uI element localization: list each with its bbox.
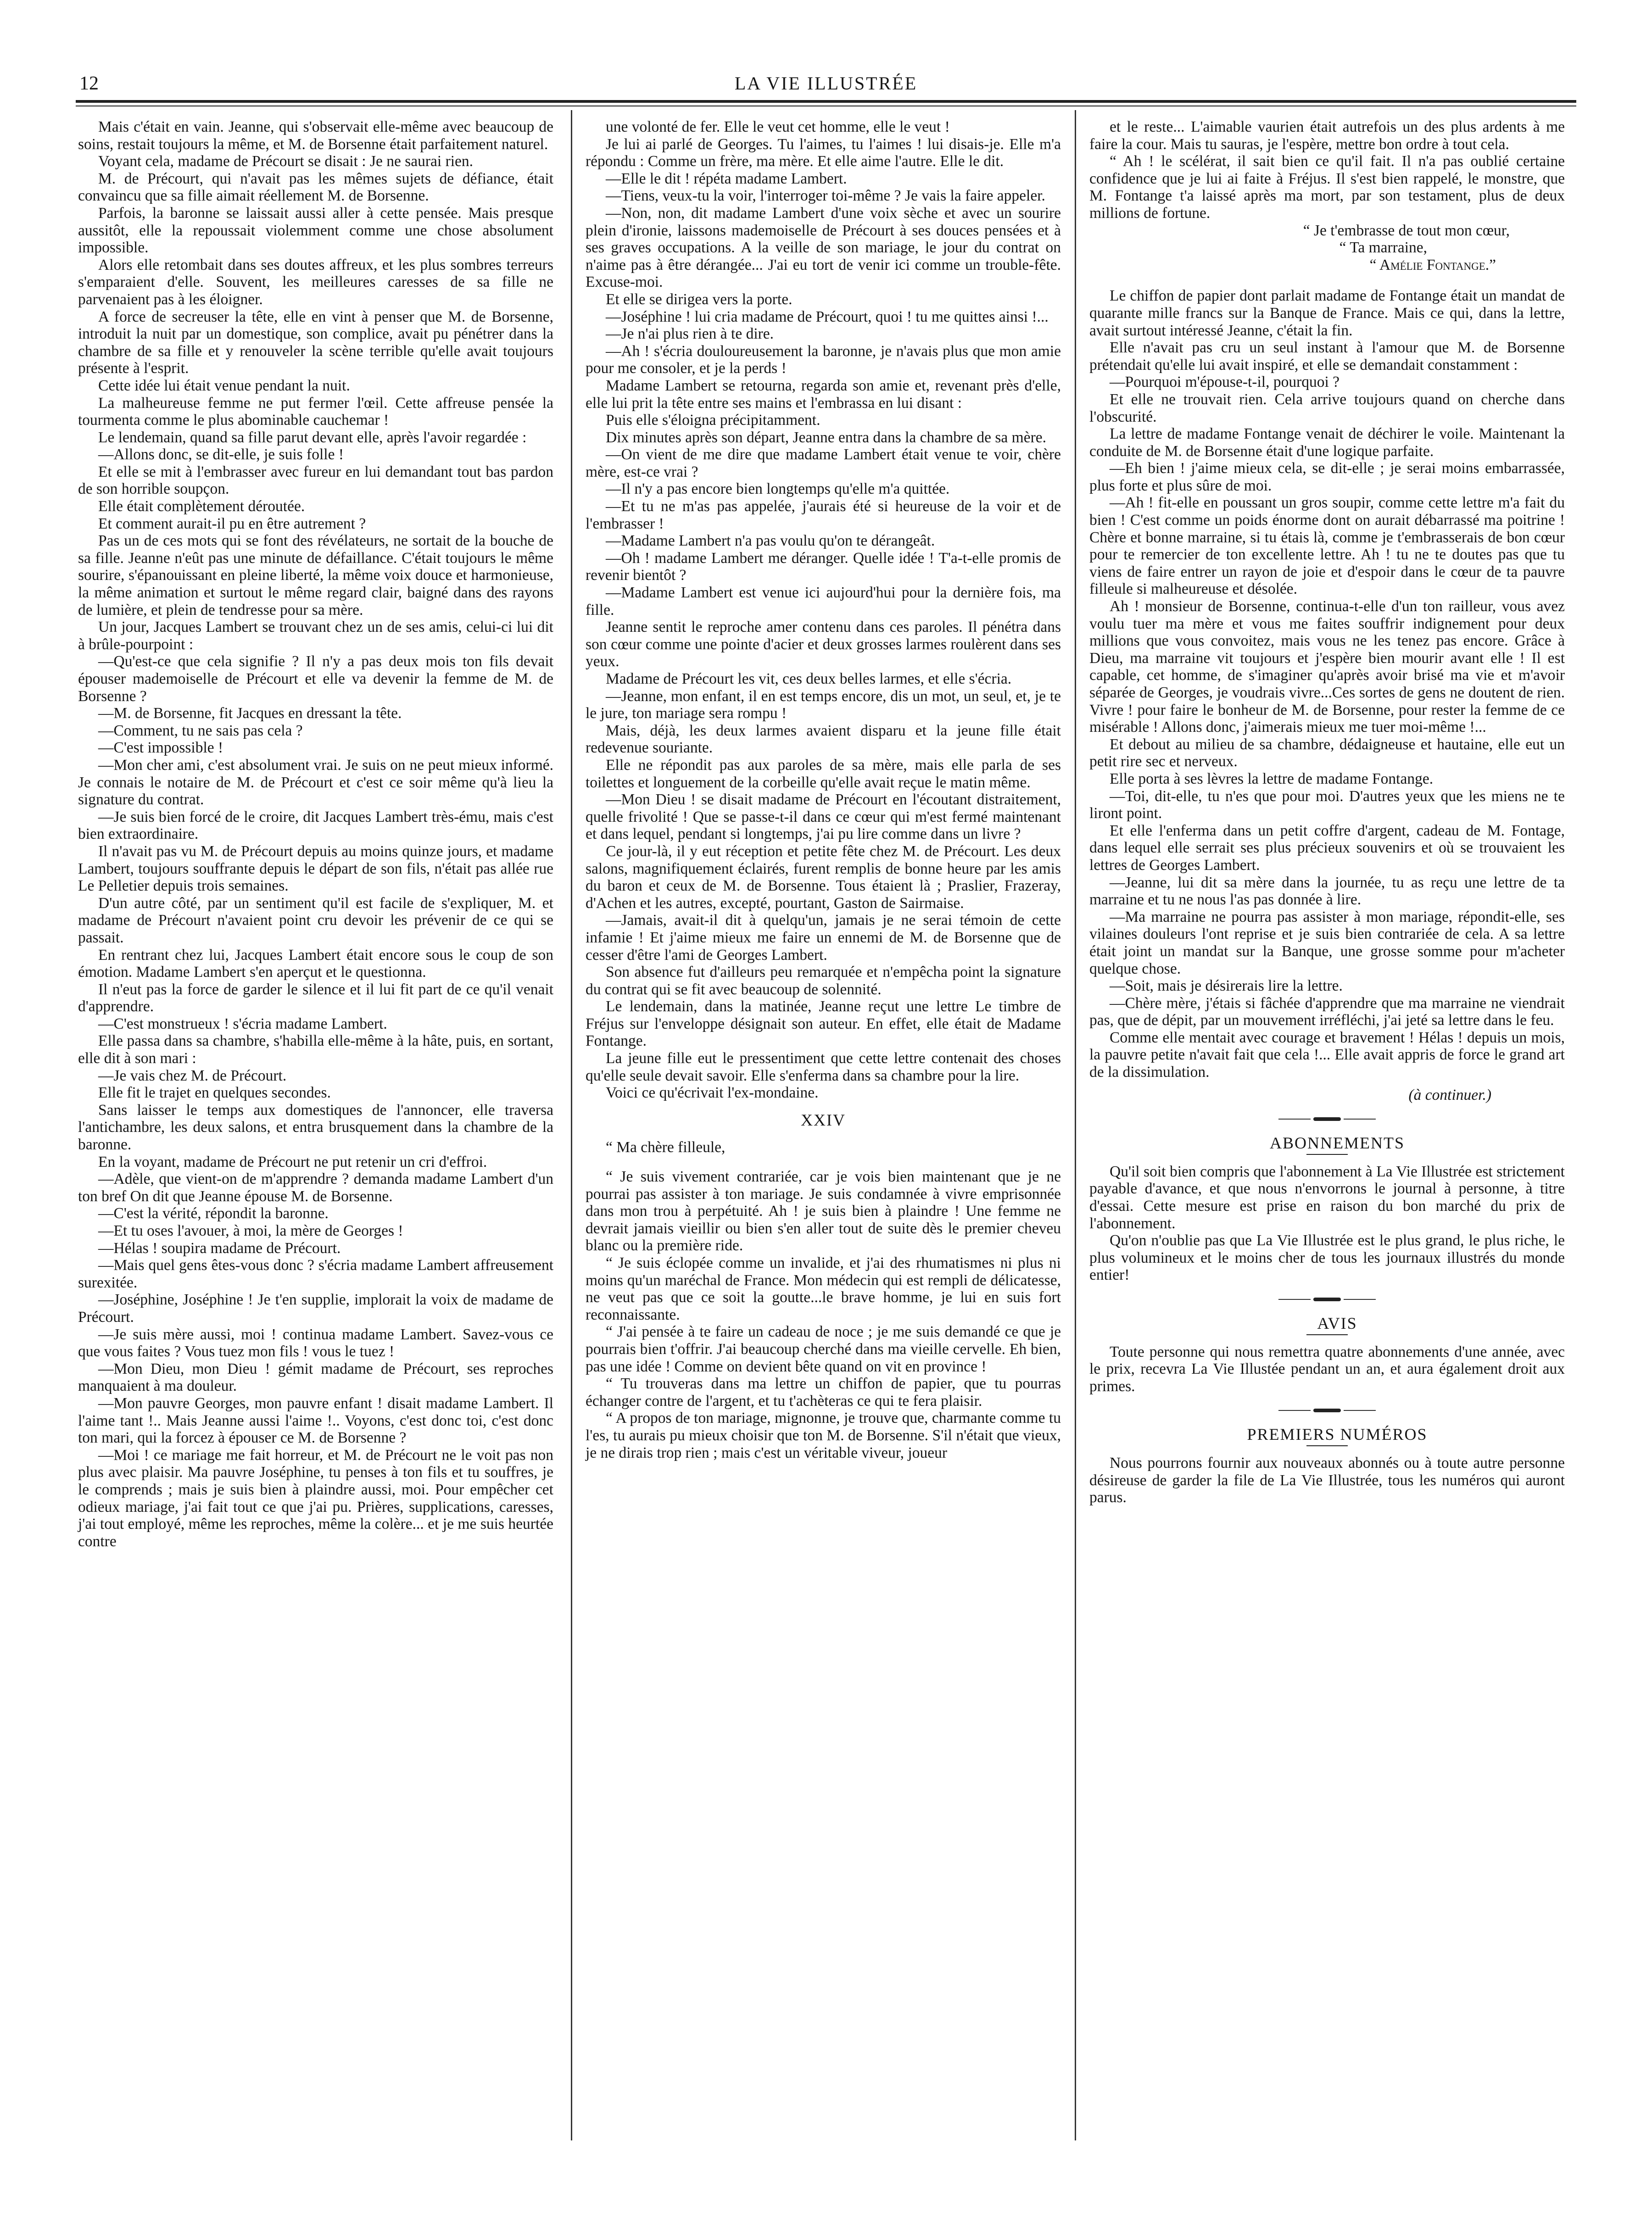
paragraph: —Chère mère, j'étais si fâchée d'apprendre que ma marraine ne viendrait pas, que de dépit, par un mouvement irréfléchi, j'ai jeté sa lettre dans le feu. (1089, 994, 1565, 1029)
paragraph: Il n'eut pas la force de garder le silence et il lui fit part de ce qu'il venait d'apprendre. (78, 981, 553, 1015)
letter-closing: “ Je t'embrasse de tout mon cœur, (1303, 222, 1510, 239)
heading-rule (1306, 1154, 1348, 1155)
paragraph: Ah ! monsieur de Borsenne, continua-t-elle d'un ton railleur, vous avez voulu tuer ma mère et vous me faites souffrir indignement pour deux millions que vous convoitez, mais vous ne les tenez pas encore. Grâce à Dieu, ma marraine vit toujours et j'espère bien mourir avant elle ! Il est capable, cet homme, de s'imaginer qu'après avoir brisé ma vie et m'avoir séparée de Georges, je voudrais vivre...Ces sortes de gens ne doutent de rien. Vivre ! pour faire le bonheur de M. de Borsenne, pour rester la femme de ce misérable ! Allons donc, j'aimerais mieux me tuer moi-même !... (1089, 598, 1565, 736)
paragraph: et le reste... L'aimable vaurien était autrefois un des plus ardents à me faire la cour. Mais tu sauras, je l'espère, mettre bon ordre à tout cela. (1089, 118, 1565, 153)
paragraph: Et elle se mit à l'embrasser avec fureur en lui demandant tout bas pardon de son horrible soupçon. (78, 463, 553, 498)
paragraph: —Madame Lambert n'a pas voulu qu'on te dérangeât. (606, 532, 935, 550)
paragraph: Jeanne sentit le reproche amer contenu dans ces paroles. Il pénétra dans son cœur comme une pointe d'acier et deux grosses larmes roulèrent dans ses yeux. (586, 619, 1061, 670)
paragraph: Elle n'avait pas cru un seul instant à l'amour que M. de Borsenne prétendait qu'elle lui avait inspiré, et elle se demandait constamment : (1089, 339, 1565, 373)
paragraph: —Et tu ne m'as pas appelée, j'aurais été si heureuse de la voir et de l'embrasser ! (586, 498, 1061, 532)
paragraph: Elle était complètement déroutée. (98, 498, 305, 515)
paragraph: —Tiens, veux-tu la voir, l'interroger toi-même ? Je vais la faire appeler. (606, 187, 1045, 205)
paragraph: La malheureuse femme ne put fermer l'œil. Cette affreuse pensée la tourmenta comme le plus abominable cauchemar ! (78, 394, 553, 429)
paragraph: —Et tu oses l'avouer, à moi, la mère de Georges ! (98, 1222, 403, 1239)
paragraph: Et comment aurait-il pu en être autrement ? (98, 515, 366, 532)
paragraph: —Pourquoi m'épouse-t-il, pourquoi ? (1110, 373, 1340, 391)
paragraph: Puis elle s'éloigna précipitamment. (606, 412, 820, 429)
column-1 (78, 118, 553, 1550)
paragraph: —Mon pauvre Georges, mon pauvre enfant ! disait madame Lambert. Il l'aime tant !.. Mais Jeanne aussi l'aime !.. Voyons, c'est donc toi, c'est donc ton mari, qui la forcez à épouser ce M. de Borsenne ? (78, 1394, 553, 1447)
abonnements-heading: ABONNEMENTS (1269, 1134, 1405, 1153)
paragraph: —Jeanne, mon enfant, il en est temps encore, dis un mot, un seul, et, je te le jure, ton mariage sera rompu ! (586, 687, 1061, 722)
paragraph: A force de secreuser la tête, elle en vint à penser que M. de Borsenne, introduit la nuit par un domestique, son complice, avait pu pénétrer dans la chambre de sa fille et y renouveler la scène terrible qu'elle avait toujours présente à l'esprit. (78, 308, 553, 377)
paragraph: Pas un de ces mots qui se font des révélateurs, ne sortait de la bouche de sa fille. Jeanne n'eût pas une minute de défaillance. C'était toujours le même sourire, s'épanouissant en pleine liberté, la même voix douce et harmonieuse, la même animation et surtout le même regard clair, baigné dans des rayons de lumière, et plein de tendresse pour sa mère. (78, 532, 553, 619)
paragraph: —Toi, dit-elle, tu n'es que pour moi. D'autres yeux que les miens ne te liront point. (1089, 787, 1565, 822)
paragraph: Et elle ne trouvait rien. Cela arrive toujours quand on cherche dans l'obscurité. (1089, 390, 1565, 425)
paragraph: —On vient de me dire que madame Lambert était venue te voir, chère mère, est-ce vrai ? (586, 446, 1061, 480)
paragraph: Alors elle retombait dans ses doutes affreux, et les plus sombres terreurs s'emparaient d'elle. Souvent, les meilleures caresses de sa fille ne parvenaient pas à les éloigner. (78, 256, 553, 308)
column-divider (1075, 110, 1076, 2140)
abonnements-paragraph-2: Qu'on n'oublie pas que La Vie Illustrée est le plus grand, le plus riche, le plus volumineux et le moins cher de tous les journaux illustrés du monde entier! (1089, 1232, 1565, 1284)
paragraph: —Je n'ai plus rien à te dire. (606, 325, 774, 343)
journal-title: LA VIE ILLUSTRÉE (734, 73, 918, 94)
paragraph: Cette idée lui était venue pendant la nuit. (98, 377, 350, 394)
header-rule-thick (76, 100, 1576, 103)
column-1-text (78, 118, 553, 1550)
paragraph: Comme elle mentait avec courage et bravement ! Hélas ! depuis un mois, la pauvre petite n'avait fait que cela !... Elle avait appris de force le grand art de la dissimulation. (1089, 1029, 1565, 1081)
paragraph: “ Ah ! le scélérat, il sait bien ce qu'il fait. Il n'a pas oublié certaine confidence que je lui ai faite à Fréjus. Il s'est bien rappelé, le monstre, que M. Fontange t'a laissé après ma mort, par son testament, plus de deux millions de fortune. (1089, 153, 1565, 222)
paragraph: Voyant cela, madame de Précourt se disait : Je ne saurai rien. (98, 153, 474, 170)
paragraph: Un jour, Jacques Lambert se trouvant chez un de ses amis, celui-ci lui dit à brûle-pourpoint : (78, 619, 553, 653)
paragraph: —Joséphine ! lui cria madame de Précourt, quoi ! tu me quittes ainsi !... (606, 308, 1049, 325)
column-divider (571, 110, 572, 2140)
column-2-text (586, 118, 1061, 1102)
paragraph: —Eh bien ! j'aime mieux cela, se dit-elle ; je serai moins embarrassée, plus forte et plus sûre de moi. (1089, 460, 1565, 494)
paragraph: —Mais quel gens êtes-vous donc ? s'écria madame Lambert affreusement surexitée. (78, 1257, 553, 1291)
paragraph: M. de Précourt, qui n'avait pas les mêmes sujets de défiance, était convaincu que sa fille aimait réellement M. de Borsenne. (78, 170, 553, 205)
paragraph: —Ma marraine ne pourra pas assister à mon mariage, répondit-elle, ses vilaines douleurs l'ont reprise et je suis bien contrariée de cela. A sa lettre était joint un mandat sur la Banque, une grosse somme pour m'acheter quelque chose. (1089, 908, 1565, 977)
paragraph: —C'est impossible ! (98, 739, 223, 757)
paragraph: —Il n'y a pas encore bien longtemps qu'elle m'a quittée. (606, 480, 950, 498)
paragraph: —Hélas ! soupira madame de Précourt. (98, 1239, 341, 1257)
paragraph: Dix minutes après son départ, Jeanne entra dans la chambre de sa mère. (606, 429, 1046, 446)
paragraph: Mais, déjà, les deux larmes avaient disparu et la jeune fille était redevenue souriante. (586, 722, 1061, 757)
paragraph: —Comment, tu ne sais pas cela ? (98, 722, 303, 739)
paragraph: —Jeanne, lui dit sa mère dans la journée, tu as reçu une lettre de ta marraine et tu ne nous l'as pas donnée à lire. (1089, 874, 1565, 908)
paragraph: Il n'avait pas vu M. de Précourt depuis au moins quinze jours, et madame Lambert, toujours souffrante depuis le départ de son fils, n'était pas allée rue Le Pelletier depuis trois semaines. (78, 842, 553, 895)
paragraph: —Mon Dieu, mon Dieu ! gémit madame de Précourt, ses reproches manquaient à ma douleur. (78, 1360, 553, 1395)
paragraph: Parfois, la baronne se laissait aussi aller à cette pensée. Mais presque aussitôt, elle la repoussait violemment comme une chose absolument impossible. (78, 204, 553, 256)
premiers-numeros-heading: PREMIERS NUMÉROS (1247, 1425, 1428, 1444)
paragraph: —Jamais, avait-il dit à quelqu'un, jamais je ne serai témoin de cette infamie ! Et j'aime mieux me faire un ennemi de M. de Borsenne que de cesser d'être l'ami de Georges Lambert. (586, 912, 1061, 964)
paragraph: D'un autre côté, par un sentiment qu'il est facile de s'expliquer, M. et madame de Précourt n'avaient point cru devoir les prévenir de ce qui se passait. (78, 894, 553, 946)
paragraph: —Qu'est-ce que cela signifie ? Il n'y a pas deux mois ton fils devait épouser mademoiselle de Précourt et elle va devenir la femme de M. de Borsenne ? (78, 653, 553, 705)
paragraph: Et elle l'enferma dans un petit coffre d'argent, cadeau de M. Fontage, dans lequel elle serrait ses plus précieux souvenirs et où se trouvaient les lettres de Georges Lambert. (1089, 822, 1565, 874)
paragraph: —Je vais chez M. de Précourt. (98, 1067, 287, 1084)
paragraph: Elle ne répondit pas aux paroles de sa mère, mais elle parla de ses toilettes et longuement de la corbeille qu'elle avait reçue le matin même. (586, 756, 1061, 791)
column-3-text (1089, 287, 1565, 1081)
paragraph: “ Je suis vivement contrariée, car je vois bien maintenant que je ne pourrai pas assister à ton mariage. Je suis condamnée à vivre emprisonnée dans mon trou à perpétuité. Ah ! je suis bien à plaindre ! Une femme ne devrait jamais vieillir ou bien s'en aller tout de suite dès le premier cheveu blanc ou la première ride. (586, 1168, 1061, 1254)
paragraph: —Ah ! s'écria douloureusement la baronne, je n'avais plus que mon amie pour me consoler, et je la perds ! (586, 342, 1061, 377)
paragraph: Ce jour-là, il y eut réception et petite fête chez M. de Précourt. Les deux salons, magnifiquement éclairés, furent remplis de bonne heure par les amis du baron et ceux de M. de Borsenne. Tous étaient là ; Praslier, Frazeray, d'Achen et les autres, excepté, pourtant, Gaston de Sairmaise. (586, 842, 1061, 912)
letter-signature-name: “ Amélie Fontange.” (1369, 256, 1496, 273)
paragraph: La lettre de madame Fontange venait de déchirer le voile. Maintenant la conduite de M. de Borsenne était d'une logique parfaite. (1089, 425, 1565, 460)
column-3 (1089, 118, 1565, 1506)
heading-rule (1306, 1334, 1348, 1335)
paragraph: —Soit, mais je désirerais lire la lettre. (1110, 977, 1343, 995)
avis-paragraph: Toute personne qui nous remettra quatre abonnements d'une année, avec le prix, recevra La Vie Illustée pendant un an, et aura également droit aux primes. (1089, 1343, 1565, 1395)
ornamental-divider (1089, 1113, 1565, 1126)
paragraph: Voici ce qu'écrivait l'ex-mondaine. (606, 1084, 819, 1102)
paragraph: “ J'ai pensée à te faire un cadeau de noce ; je me suis demandé ce que je pourrais bien t'offrir. J'ai beaucoup cherché dans ma vieille cervelle. Eh bien, pas une idée ! Comme on devient bête quand on vit en province ! (586, 1323, 1061, 1375)
paragraph: Elle porta à ses lèvres la lettre de madame Fontange. (1110, 770, 1434, 787)
abonnements-paragraph-1: Qu'il soit bien compris que l'abonnement à La Vie Illustrée est strictement payable d'avance, et que nous n'envorrons le journal à personne, à titre d'essai. Cette mesure est prise en raison du bon marché du prix de l'abonnement. (1089, 1163, 1565, 1232)
paragraph: Mais c'était en vain. Jeanne, qui s'observait elle-même avec beaucoup de soins, restait toujours la même, et M. de Borsenne était parfaitement naturel. (78, 118, 553, 153)
paragraph: Sans laisser le temps aux domestiques de l'annoncer, elle traversa l'antichambre, les deux salons, et entra brusquement dans la chambre de la baronne. (78, 1101, 553, 1153)
to-be-continued: (à continuer.) (1408, 1086, 1491, 1103)
paragraph: —Elle le dit ! répéta madame Lambert. (606, 170, 847, 187)
paragraph: —C'est monstrueux ! s'écria madame Lambert. (98, 1015, 387, 1032)
paragraph: En rentrant chez lui, Jacques Lambert était encore sous le coup de son émotion. Madame Lambert s'en aperçut et le questionna. (78, 946, 553, 981)
paragraph: —Allons donc, se dit-elle, je suis folle ! (98, 446, 344, 463)
chapter-heading: XXIV (801, 1110, 846, 1129)
letter-signature-line: “ Ta marraine, (1339, 239, 1427, 256)
paragraph: En la voyant, madame de Précourt ne put retenir un cri d'effroi. (98, 1153, 487, 1170)
ornamental-divider (1089, 1293, 1565, 1306)
page-number: 12 (79, 73, 99, 94)
avis-heading: AVIS (1317, 1314, 1357, 1332)
paragraph: Son absence fut d'ailleurs peu remarquée et n'empêcha point la signature du contrat qui se fit avec beaucoup de solennité. (586, 964, 1061, 998)
paragraph: —M. de Borsenne, fit Jacques en dressant la tête. (98, 705, 402, 722)
premiers-numeros-paragraph: Nous pourrons fournir aux nouveaux abonnés ou à toute autre personne désireuse de garder la file de La Vie Illustrée, tous les numéros qui auront parus. (1089, 1454, 1565, 1506)
ornamental-divider (1089, 1404, 1565, 1417)
paragraph: Le lendemain, quand sa fille parut devant elle, après l'avoir regardée : (98, 429, 527, 446)
paragraph: Et debout au milieu de sa chambre, dédaigneuse et hautaine, elle eut un petit rire sec et nerveux. (1089, 736, 1565, 770)
paragraph: —Je suis bien forcé de le croire, dit Jacques Lambert très-ému, mais c'est bien extraordinaire. (78, 808, 553, 843)
paragraph: —Je suis mère aussi, moi ! continua madame Lambert. Savez-vous ce que vous faites ? Vous tuez mon fils ! vous le tuez ! (78, 1326, 553, 1360)
paragraph: La jeune fille eut le pressentiment que cette lettre contenait des choses qu'elle seule devait savoir. Elle s'enferma dans sa chambre pour la lire. (586, 1050, 1061, 1084)
paragraph: Elle passa dans sa chambre, s'habilla elle-même à la hâte, puis, en sortant, elle dit à son mari : (78, 1032, 553, 1067)
paragraph: —Mon cher ami, c'est absolument vrai. Je suis on ne peut mieux informé. Je connais le notaire de M. de Précourt et c'est ce soir même qu'à lieu la signature du contrat. (78, 756, 553, 808)
paragraph: Madame Lambert se retourna, regarda son amie et, revenant près d'elle, elle lui prit la tête entre ses mains et l'embrassa en lui disant : (586, 377, 1061, 412)
page-header (76, 69, 1576, 103)
heading-rule (1306, 1445, 1348, 1446)
paragraph: —Moi ! ce mariage me fait horreur, et M. de Précourt ne le voit pas non plus avec plaisir. Ma pauvre Joséphine, tu penses à ton fils et tu souffres, je le comprends ; mais je suis bien à plaindre aussi, moi. Pour empêcher cet odieux mariage, j'ai fait tout ce que j'ai pu. Prières, supplications, caresses, j'ai tout employé, même les reproches, même la colère... et je me suis heurtée contre (78, 1446, 553, 1550)
paragraph: Elle fit le trajet en quelques secondes. (98, 1084, 331, 1102)
paragraph: —Madame Lambert est venue ici aujourd'hui pour la dernière fois, ma fille. (586, 584, 1061, 619)
letter-continuation (1089, 118, 1565, 222)
paragraph: —Oh ! madame Lambert me déranger. Quelle idée ! T'a-t-elle promis de revenir bientôt ? (586, 549, 1061, 584)
paragraph: Et elle se dirigea vers la porte. (606, 290, 793, 308)
paragraph: Madame de Précourt les vit, ces deux belles larmes, et elle s'écria. (606, 670, 1012, 687)
paragraph: Le chiffon de papier dont parlait madame de Fontange était un mandat de quarante mille francs sur la Banque de France. Mais ce qui, dans la lettre, avait surtout intéressé Jeanne, c'était la fin. (1089, 287, 1565, 339)
paragraph: Je lui ai parlé de Georges. Tu l'aimes, tu l'aimes ! lui disais-je. Elle m'a répondu : Comme un frère, ma mère. Et elle aime l'autre. Elle le dit. (586, 135, 1061, 170)
paragraph: “ Je suis éclopée comme un invalide, et j'ai des rhumatismes ni plus ni moins qu'un maréchal de France. Mon médecin qui est rempli de délicatesse, ne veut pas que ce soit la goutte...le brave homme, je lui en suis fort reconnaissante. (586, 1254, 1061, 1323)
letter-salutation: “ Ma chère filleule, (606, 1139, 726, 1156)
paragraph: —Non, non, dit madame Lambert d'une voix sèche et avec un sourire plein d'ironie, laissons mademoiselle de Précourt à ses douces pensées et à ses graves occupations. A la veille de son mariage, le jour du contrat on n'aime pas à être dérangée... J'ai eu tort de venir ici comme un trouble-fête. Excuse-moi. (586, 204, 1061, 291)
paragraph: —Mon Dieu ! se disait madame de Précourt en l'écoutant distraitement, quelle frivolité ! Que se passe-t-il dans ce cœur qui m'est fermé maintenant et dans lequel, pendant si longtemps, j'ai pu lire comme dans un livre ? (586, 791, 1061, 843)
paragraph: —Joséphine, Joséphine ! Je t'en supplie, implorait la voix de madame de Précourt. (78, 1291, 553, 1326)
paragraph: —C'est la vérité, répondit la baronne. (98, 1205, 329, 1222)
paragraph: “ A propos de ton mariage, mignonne, je trouve que, charmante comme tu l'es, tu aurais pu mieux choisir que ton M. de Borsenne. S'il n'était que vieux, je ne dirais trop rien ; mais c'est un véritable viveur, joueur (586, 1410, 1061, 1461)
paragraph: —Adèle, que vient-on de m'apprendre ? demanda madame Lambert d'un ton bref On dit que Jeanne épouse M. de Borsenne. (78, 1170, 553, 1205)
column-2 (586, 118, 1061, 1461)
letter-text (586, 1168, 1061, 1461)
paragraph: Le lendemain, dans la matinée, Jeanne reçut une lettre Le timbre de Fréjus sur l'enveloppe désignait son auteur. En effet, elle était de Madame Fontange. (586, 998, 1061, 1050)
paragraph: “ Tu trouveras dans ma lettre un chiffon de papier, que tu pourras échanger contre de l'argent, et tu t'achèteras ce qui te fera plaisir. (586, 1375, 1061, 1410)
paragraph: une volonté de fer. Elle le veut cet homme, elle le veut ! (606, 118, 950, 135)
paragraph: —Ah ! fit-elle en poussant un gros soupir, comme cette lettre m'a fait du bien ! C'est comme un poids énorme dont on aurait débarrassé ma poitrine ! Chère et bonne marraine, si tu étais là, comme je t'embrasserais de bon cœur pour te remercier de ton excellente lettre. Ah ! tu ne te doutes pas que tu viens de faire entrer un rayon de joie et d'espoir dans le cœur de ta pauvre filleule si malheureuse et désolée. (1089, 494, 1565, 598)
